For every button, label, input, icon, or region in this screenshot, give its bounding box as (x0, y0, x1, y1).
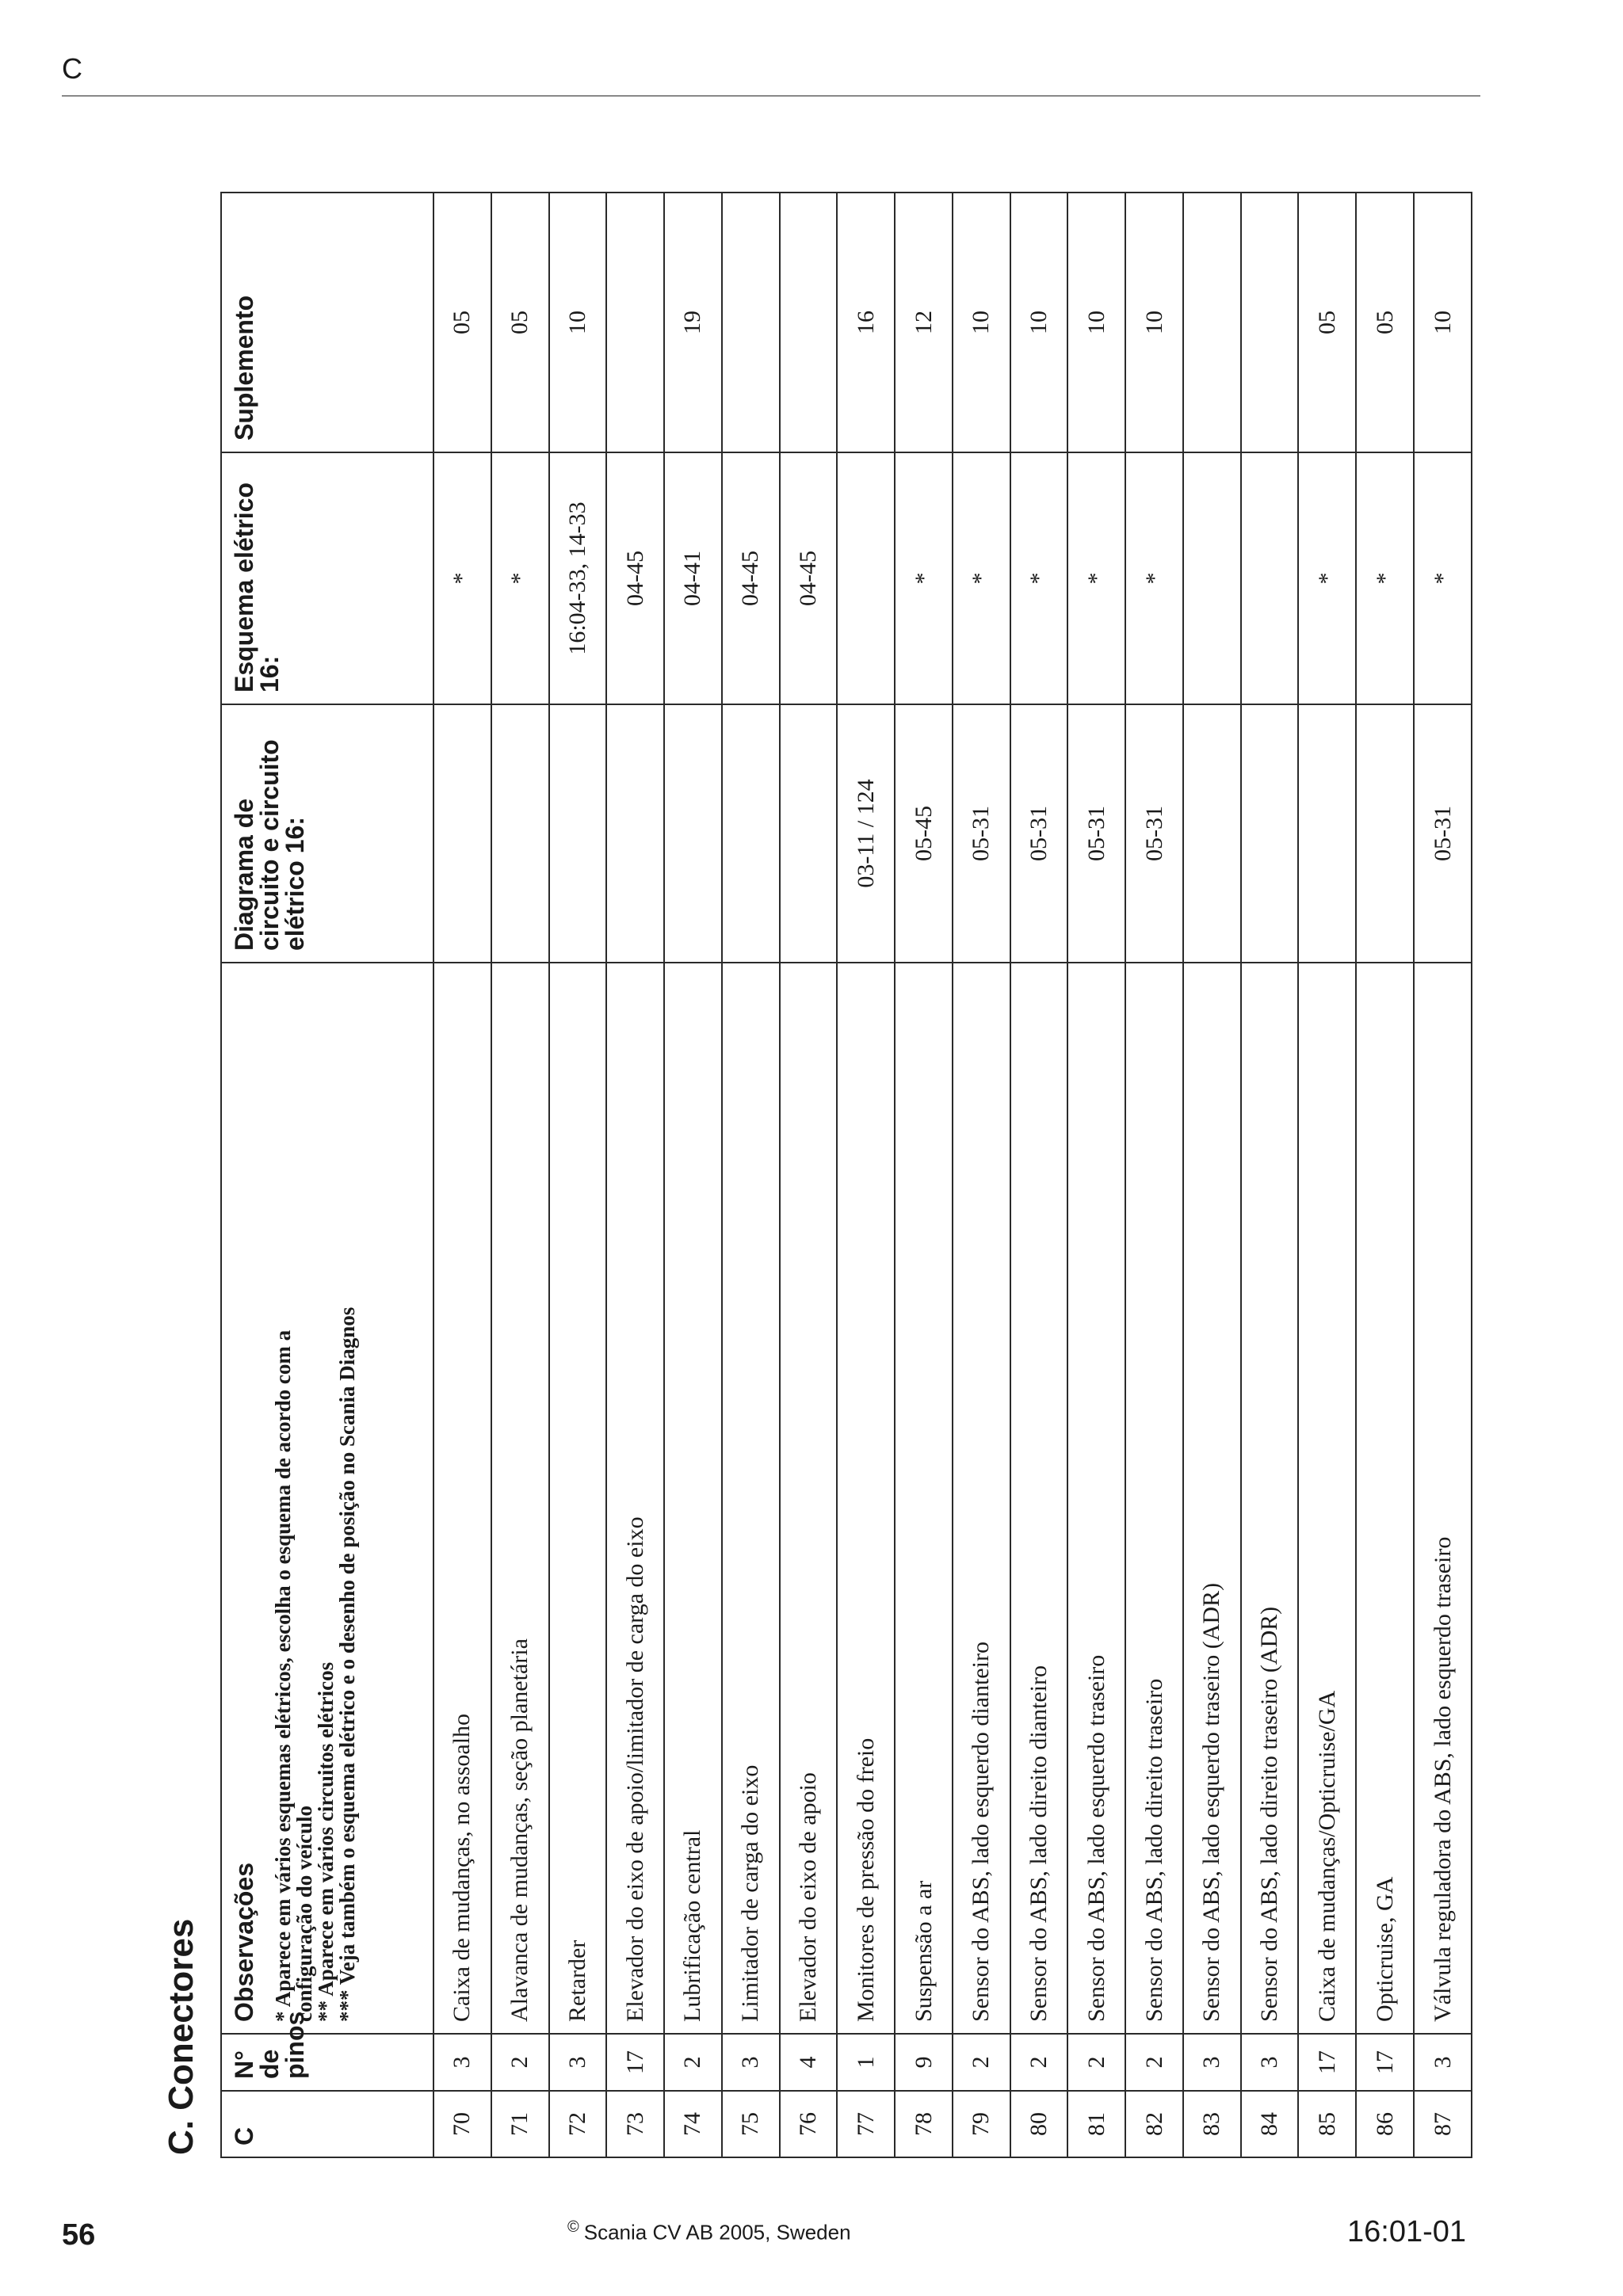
cell-supplement (1183, 193, 1241, 452)
cell-observation: Lubrificação central (664, 963, 722, 2034)
table-row (491, 193, 549, 2157)
cell-observation: Elevador do eixo de apoio (780, 963, 838, 2034)
cell-connector: 74 (664, 2091, 722, 2157)
table-row (953, 193, 1010, 2157)
cell-pins: 3 (549, 2034, 607, 2091)
cell-pins: 17 (1356, 2034, 1414, 2091)
cell-observation: Limitador de carga do eixo (722, 963, 780, 2034)
cell-pins: 3 (1183, 2034, 1241, 2091)
table-row (664, 193, 722, 2157)
column-header-c: C (221, 2091, 433, 2157)
cell-observation: Elevador do eixo de apoio/limitador de carga do eixo (606, 963, 664, 2034)
cell-connector: 70 (433, 2091, 491, 2157)
column-header-circuit-diagram: Diagrama de circuito e circuito elétrico 16: (221, 704, 433, 963)
table-row (549, 193, 607, 2157)
cell-observation: Sensor do ABS, lado direito traseiro (ADR) (1241, 963, 1299, 2034)
cell-supplement (780, 193, 838, 452)
cell-pins: 3 (1241, 2034, 1299, 2091)
cell-supplement: 05 (491, 193, 549, 452)
cell-electrical-scheme: 04-45 (606, 452, 664, 704)
cell-supplement: 05 (433, 193, 491, 452)
cell-connector: 71 (491, 2091, 549, 2157)
cell-pins: 3 (722, 2034, 780, 2091)
cell-supplement: 05 (1356, 193, 1414, 452)
cell-circuit-diagram (549, 704, 607, 963)
cell-supplement (722, 193, 780, 452)
cell-circuit-diagram: 05-45 (895, 704, 953, 963)
section-title: C. Conectores (162, 1918, 200, 2155)
cell-supplement: 16 (837, 193, 895, 452)
cell-electrical-scheme: * (491, 452, 549, 704)
cell-circuit-diagram (1298, 704, 1356, 963)
connectors-table-wrapper (220, 193, 1472, 2158)
table-header-row (221, 193, 433, 2157)
cell-connector: 81 (1067, 2091, 1125, 2157)
cell-electrical-scheme (1241, 452, 1299, 704)
header-section-letter: C (62, 52, 82, 85)
cell-circuit-diagram (1241, 704, 1299, 963)
cell-pins: 2 (1125, 2034, 1183, 2091)
cell-connector: 87 (1414, 2091, 1472, 2157)
column-header-electrical-scheme: Esquema elétrico 16: (221, 452, 433, 704)
cell-pins: 2 (664, 2034, 722, 2091)
document-reference: 16:01-01 (1347, 2215, 1467, 2248)
cell-electrical-scheme: * (1125, 452, 1183, 704)
cell-pins: 3 (1414, 2034, 1472, 2091)
cell-supplement: 10 (1125, 193, 1183, 452)
cell-connector: 75 (722, 2091, 780, 2157)
table-row (1356, 193, 1414, 2157)
table-row (1010, 193, 1068, 2157)
cell-circuit-diagram: 05-31 (1067, 704, 1125, 963)
cell-supplement: 10 (549, 193, 607, 452)
connectors-table (220, 192, 1472, 2158)
cell-electrical-scheme: * (953, 452, 1010, 704)
table-row (1067, 193, 1125, 2157)
cell-supplement: 12 (895, 193, 953, 452)
cell-electrical-scheme: * (895, 452, 953, 704)
cell-pins: 4 (780, 2034, 838, 2091)
cell-pins: 17 (1298, 2034, 1356, 2091)
cell-circuit-diagram (606, 704, 664, 963)
cell-electrical-scheme: * (433, 452, 491, 704)
cell-supplement: 10 (1010, 193, 1068, 452)
cell-supplement: 19 (664, 193, 722, 452)
cell-electrical-scheme: * (1067, 452, 1125, 704)
cell-observation: Monitores de pressão do freio (837, 963, 895, 2034)
cell-connector: 77 (837, 2091, 895, 2157)
cell-observation: Sensor do ABS, lado direito traseiro (1125, 963, 1183, 2034)
table-body (433, 193, 1472, 2157)
cell-supplement: 10 (1414, 193, 1472, 452)
cell-electrical-scheme (837, 452, 895, 704)
cell-pins: 2 (1067, 2034, 1125, 2091)
cell-connector: 86 (1356, 2091, 1414, 2157)
table-row (1241, 193, 1299, 2157)
cell-electrical-scheme: 04-45 (722, 452, 780, 704)
cell-observation: Sensor do ABS, lado esquerdo traseiro (1067, 963, 1125, 2034)
cell-supplement: 10 (953, 193, 1010, 452)
table-row (780, 193, 838, 2157)
cell-circuit-diagram (722, 704, 780, 963)
copyright-notice (567, 2218, 851, 2245)
cell-observation: Válvula reguladora do ABS, lado esquerdo traseiro (1414, 963, 1472, 2034)
copyright-symbol: © (567, 2218, 579, 2236)
cell-circuit-diagram (491, 704, 549, 963)
table-row (1183, 193, 1241, 2157)
cell-observation: Sensor do ABS, lado esquerdo dianteiro (953, 963, 1010, 2034)
cell-connector: 80 (1010, 2091, 1068, 2157)
cell-observation: Suspensão a ar (895, 963, 953, 2034)
table-row (837, 193, 895, 2157)
column-header-supplement: Suplemento (221, 193, 433, 452)
cell-pins: 2 (1010, 2034, 1068, 2091)
table-row (1125, 193, 1183, 2157)
cell-circuit-diagram (664, 704, 722, 963)
note-line: configuração do veículo (292, 1806, 316, 2022)
note-line: * Aparece em vários esquemas elétricos, escolha o esquema de acordo com a (271, 1329, 295, 2022)
note-line: ** Aparece em vários circuitos elétricos (314, 1661, 338, 2022)
cell-pins: 2 (491, 2034, 549, 2091)
column-header-observations (221, 963, 433, 2034)
table-row (433, 193, 491, 2157)
cell-connector: 76 (780, 2091, 838, 2157)
cell-circuit-diagram (1356, 704, 1414, 963)
observations-notes (273, 974, 358, 2022)
cell-electrical-scheme (1183, 452, 1241, 704)
cell-observation: Caixa de mudanças, no assoalho (433, 963, 491, 2034)
cell-connector: 72 (549, 2091, 607, 2157)
cell-circuit-diagram (780, 704, 838, 963)
cell-circuit-diagram (433, 704, 491, 963)
table-row (606, 193, 664, 2157)
cell-electrical-scheme: 04-45 (780, 452, 838, 704)
table-row (895, 193, 953, 2157)
cell-electrical-scheme: * (1356, 452, 1414, 704)
cell-supplement (606, 193, 664, 452)
cell-supplement: 10 (1067, 193, 1125, 452)
cell-pins: 9 (895, 2034, 953, 2091)
cell-observation: Retarder (549, 963, 607, 2034)
cell-electrical-scheme: * (1414, 452, 1472, 704)
note-line: *** Veja também o esquema elétrico e o desenho de posição no Scania Diagnos (335, 1306, 359, 2022)
cell-observation: Alavanca de mudanças, seção planetária (491, 963, 549, 2034)
cell-connector: 84 (1241, 2091, 1299, 2157)
cell-pins: 3 (433, 2034, 491, 2091)
cell-circuit-diagram: 03-11 / 124 (837, 704, 895, 963)
cell-supplement (1241, 193, 1299, 452)
cell-circuit-diagram (1183, 704, 1241, 963)
cell-circuit-diagram: 05-31 (953, 704, 1010, 963)
cell-connector: 73 (606, 2091, 664, 2157)
table-row (722, 193, 780, 2157)
cell-observation: Caixa de mudanças/Opticruise/GA (1298, 963, 1356, 2034)
cell-observation: Sensor do ABS, lado esquerdo traseiro (ADR) (1183, 963, 1241, 2034)
cell-connector: 83 (1183, 2091, 1241, 2157)
header-divider (62, 95, 1480, 97)
cell-pins: 1 (837, 2034, 895, 2091)
cell-circuit-diagram: 05-31 (1010, 704, 1068, 963)
cell-supplement: 05 (1298, 193, 1356, 452)
cell-connector: 85 (1298, 2091, 1356, 2157)
cell-electrical-scheme: * (1010, 452, 1068, 704)
cell-electrical-scheme: 04-41 (664, 452, 722, 704)
cell-connector: 78 (895, 2091, 953, 2157)
copyright-text: Scania CV AB 2005, Sweden (583, 2220, 851, 2245)
cell-connector: 79 (953, 2091, 1010, 2157)
cell-observation: Opticruise, GA (1356, 963, 1414, 2034)
cell-observation: Sensor do ABS, lado direito dianteiro (1010, 963, 1068, 2034)
observations-title: Observações (230, 1862, 258, 2022)
cell-connector: 82 (1125, 2091, 1183, 2157)
cell-pins: 17 (606, 2034, 664, 2091)
table-row (1298, 193, 1356, 2157)
column-header-pins: N° de pinos (221, 2034, 433, 2091)
cell-circuit-diagram: 05-31 (1125, 704, 1183, 963)
cell-circuit-diagram: 05-31 (1414, 704, 1472, 963)
cell-pins: 2 (953, 2034, 1010, 2091)
cell-electrical-scheme: * (1298, 452, 1356, 704)
page-number: 56 (62, 2218, 96, 2252)
table-row (1414, 193, 1472, 2157)
cell-electrical-scheme: 16:04-33, 14-33 (549, 452, 607, 704)
